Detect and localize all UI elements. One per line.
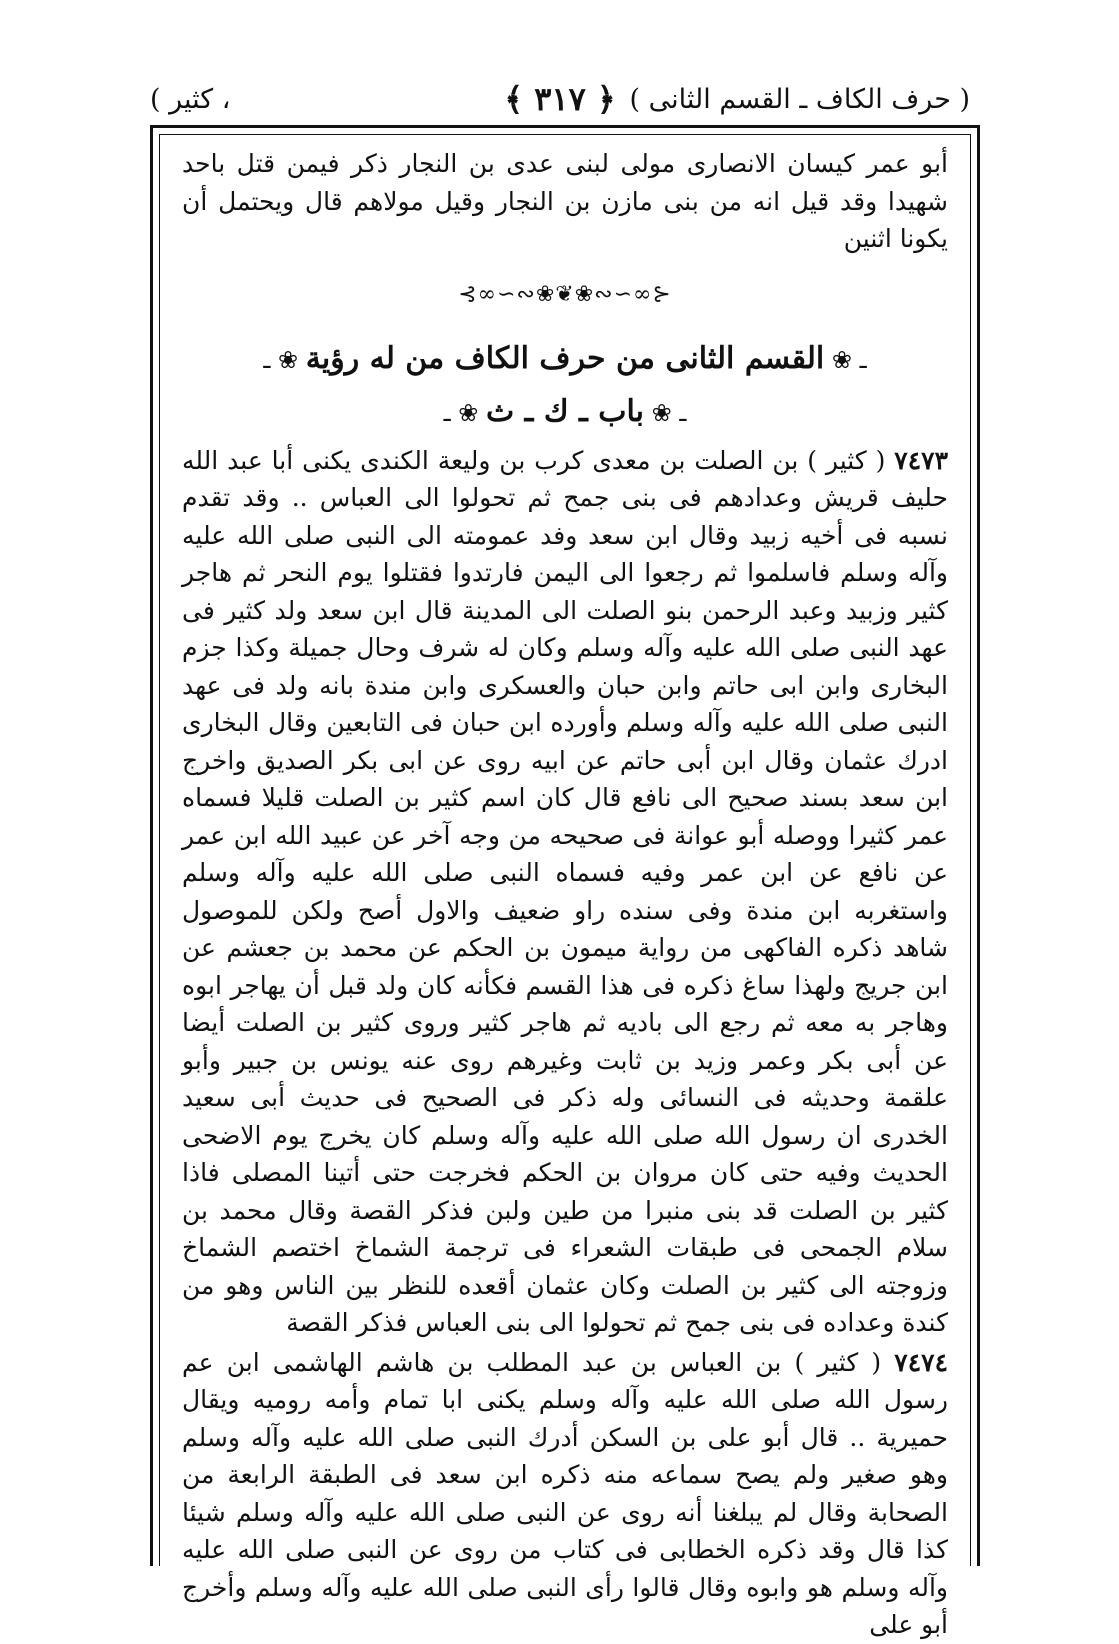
entry-text: ( كثير ) بن الصلت بن معدى كرب بن وليعة الكندى يكنى أبا عبد الله حليف قريش وعدادهم فى بنى جمح ثم تحولوا الى العباس .. وقد تقدم نسبه فى أخيه زبيد وقال ابن سعد وفد عمومته الى النبى صلى الله عليه وآله وسلم فاسلموا ثم رجعوا الى اليمن فارتدوا فقتلوا يوم النحر ثم هاجر كثير وزبيد وعبد الرحمن بنو الصلت الى المدينة قال ابن سعد ولد كثير فى عهد النبى صلى الله عليه وآله وسلم وكان له شرف وحال جميلة وكذا جزم البخارى وابن ابى حاتم وابن حبان والعسكرى وابن مندة بانه ولد فى عهد النبى صلى الله عليه وآله وسلم وأورده ابن حبان فى التابعين وقال البخارى ادرك عثمان وقال ابن أبى حاتم عن ابيه روى عن ابى بكر الصديق واخرج ابن سعد بسند صحيح الى نافع قال كان اسم كثير بن الصلت قليلا فسماه عمر كثيرا ووصله أبو عوانة فى صحيحه من وجه آخر عن عبيد الله ابن عمر عن نافع عن ابن عمر وفيه فسماه النبى صلى الله عليه وآله وسلم واستغربه ابن مندة وفى سنده راو ضعيف والاول أصح ولكن للموصول شاهد ذكره الفاكهى من رواية ميمون بن الحكم عن محمد بن جعشم عن ابن جريج ولهذا ساغ ذكره فى هذا القسم فكأنه كان ولد قبل أن يهاجر ابوه وهاجر به معه ثم رجع الى باديه ثم هاجر كثير وروى كثير بن الصلت أيضا عن أبى بكر وعمر وزيد بن ثابت وغيرهم روى عنه يونس بن جبير وأبو علقمة وحديثه فى النسائى وله ذكر فى الصحيح فى حديث أبى سعيد الخدرى ان رسول الله صلى الله عليه وآله وسلم كان يخرج يوم الاضحى الحديث وفيه حتى كان مروان بن الحكم فخرجت حتى أتينا المصلى فاذا كثير بن الصلت قد بنى منبرا من طين ولبن فذكر القصة وقال محمد بن سلام الجمحى فى طبقات الشعراء فى ترجمة الشماخ اختصم الشماخ وزوجته الى كثير بن الصلت وكان عثمان أقعده للنظر بين الناس وهو من كندة وعداده فى بنى جمح ثم تحولوا الى بنى العباس فذكر القصة xyxy=(182,445,948,1337)
running-head-entry: ، كثير ) xyxy=(150,84,231,115)
page-frame xyxy=(150,125,980,1639)
ornament-left-icon: ـ ❀ xyxy=(824,345,867,374)
section-heading-text: القسم الثانى من حرف الكاف من له رؤية xyxy=(305,340,825,376)
entry-number: ٧٤٧٣ xyxy=(894,445,948,475)
entry-text: ( كثير ) بن العباس بن عبد المطلب بن هاشم الهاشمى ابن عم رسول الله صلى الله عليه وآله وسلم يكنى ابا تمام وأمه روميه ويقال حميرية .. قال أبو على بن السكن أدرك النبى صلى الله عليه وآله وسلم وهو صغير ولم يصح سماعه منه ذكره ابن سعد فى الطبقة الرابعة من الصحابة وقال لم يبلغنا أنه روى عن النبى صلى الله عليه وآله وسلم شيئا كذا قال وقد ذكره الخطابى فى كتاب من روى عن النبى صلى الله عليه وآله وسلم هو وابوه وقال قالوا رأى النبى صلى الله عليه وآله وسلم وأخرج أبو على xyxy=(182,1347,948,1639)
page-number: ﴿ ٣١٧ ﴾ xyxy=(504,80,616,118)
ornament-left-icon: ـ ❀ xyxy=(644,398,687,427)
page-content xyxy=(182,145,948,1644)
chapter-heading xyxy=(182,389,948,436)
entry-7474 xyxy=(182,1344,948,1644)
ornamental-divider-icon: ⊰∞∽∾❀❦❀∾∽∞⊱ xyxy=(458,281,672,307)
running-head xyxy=(150,78,970,128)
ornament-right-icon: ❀ ـ xyxy=(263,345,306,374)
running-head-chapter: ( حرف الكاف ـ القسم الثانى ) xyxy=(629,84,970,115)
entry-7473 xyxy=(182,442,948,1342)
chapter-heading-text: باب ـ ك ـ ث xyxy=(485,393,645,429)
entry-number: ٧٤٧٤ xyxy=(894,1347,948,1377)
section-heading xyxy=(182,336,948,383)
ornament-right-icon: ❀ ـ xyxy=(443,398,486,427)
page-frame-inner xyxy=(159,134,971,1639)
intro-paragraph: أبو عمر كيسان الانصارى مولى لبنى عدى بن النجار ذكر فيمن قتل باحد شهيدا وقد قيل انه من بنى مازن بن النجار وقيل مولاهم قال ويحتمل أن يكونا اثنين xyxy=(182,149,948,253)
